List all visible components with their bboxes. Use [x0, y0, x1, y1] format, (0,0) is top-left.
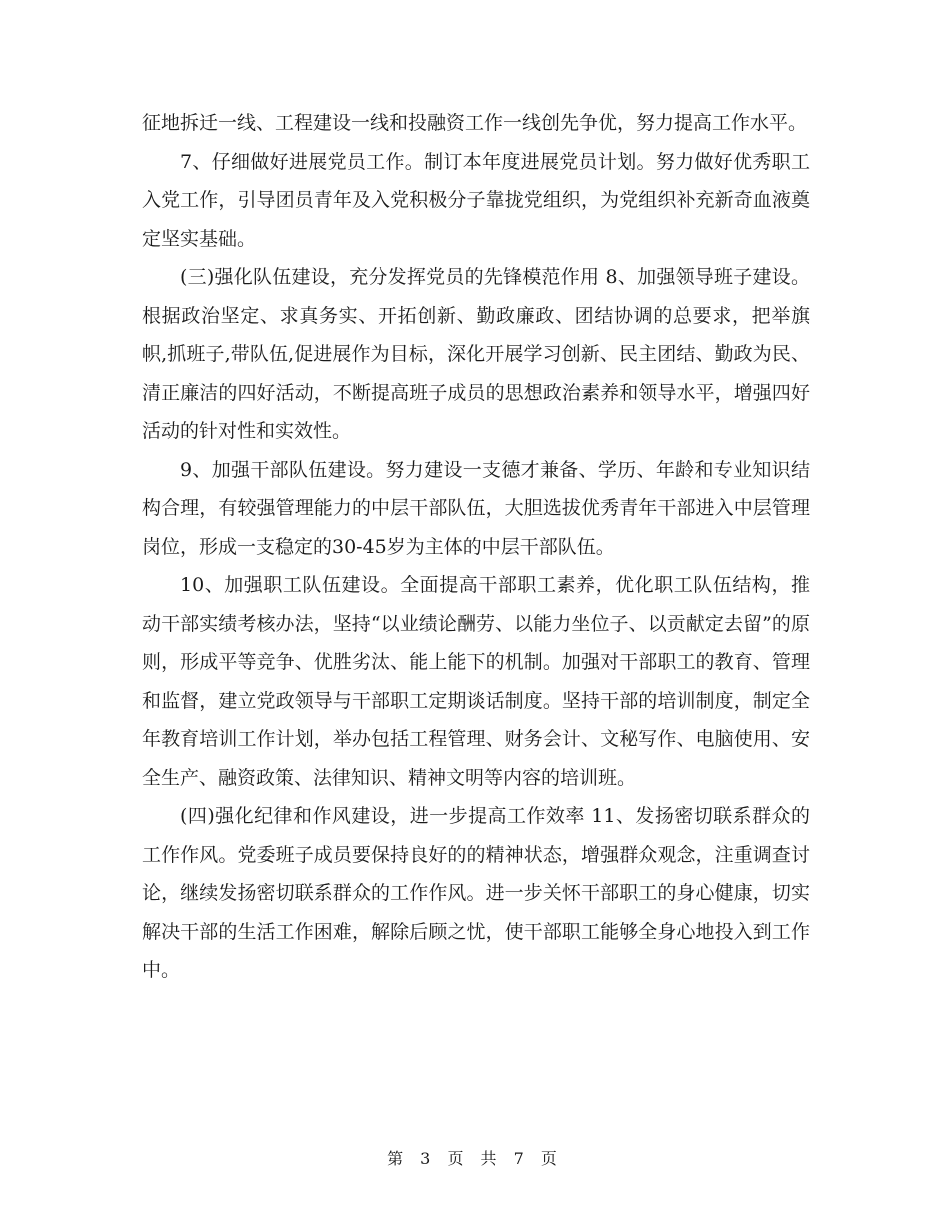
document-body [142, 104, 810, 990]
paragraph-1: 征地拆迁一线、工程建设一线和投融资工作一线创先争优，努力提高工作水平。 [142, 112, 808, 134]
paragraph-3: (三)强化队伍建设，充分发挥党员的先锋模范作用 8、加强领导班子建设。根据政治坚定、求真务实、开拓创新、勤政廉政、团结协调的总要求，把举旗帜,抓班子,带队伍,促进展作为目标，深化开展学习创新、民主团结、勤政为民、清正廉洁的四好活动，不断提高班子成员的思想政治素养和领导水平，增强四好活动的针对性和实效性。 [142, 266, 810, 442]
paragraph-2: 7、仔细做好进展党员工作。制订本年度进展党员计划。努力做好优秀职工入党工作，引导团员青年及入党积极分子靠拢党组织，为党组织补充新奇血液奠定坚实基础。 [142, 150, 810, 250]
page-number-footer: 第 3 页 共 7 页 [387, 1149, 563, 1168]
paragraph-5: 10、加强职工队伍建设。全面提高干部职工素养，优化职工队伍结构，推动干部实绩考核办法，坚持“以业绩论酬劳、以能力坐位子、以贡献定去留”的原则，形成平等竞争、优胜劣汰、能上能下的机制。加强对干部职工的教育、管理和监督，建立党政领导与干部职工定期谈话制度。坚持干部的培训制度，制定全年教育培训工作计划，举办包括工程管理、财务会计、文秘写作、电脑使用、安全生产、融资政策、法律知识、精神文明等内容的培训班。 [142, 574, 810, 789]
paragraph-6: (四)强化纪律和作风建设，进一步提高工作效率 11、发扬密切联系群众的工作作风。党委班子成员要保持良好的的精神状态，增强群众观念，注重调查讨论，继续发扬密切联系群众的工作作风。进一步关怀干部职工的身心健康，切实解决干部的生活工作困难，解除后顾之忧，使干部职工能够全身心地投入到工作中。 [142, 805, 810, 981]
paragraph-4: 9、加强干部队伍建设。努力建设一支德才兼备、学历、年龄和专业知识结构合理，有较强管理能力的中层干部队伍，大胆选拔优秀青年干部进入中层管理岗位，形成一支稳定的30-45岁为主体的中层干部队伍。 [142, 458, 810, 558]
